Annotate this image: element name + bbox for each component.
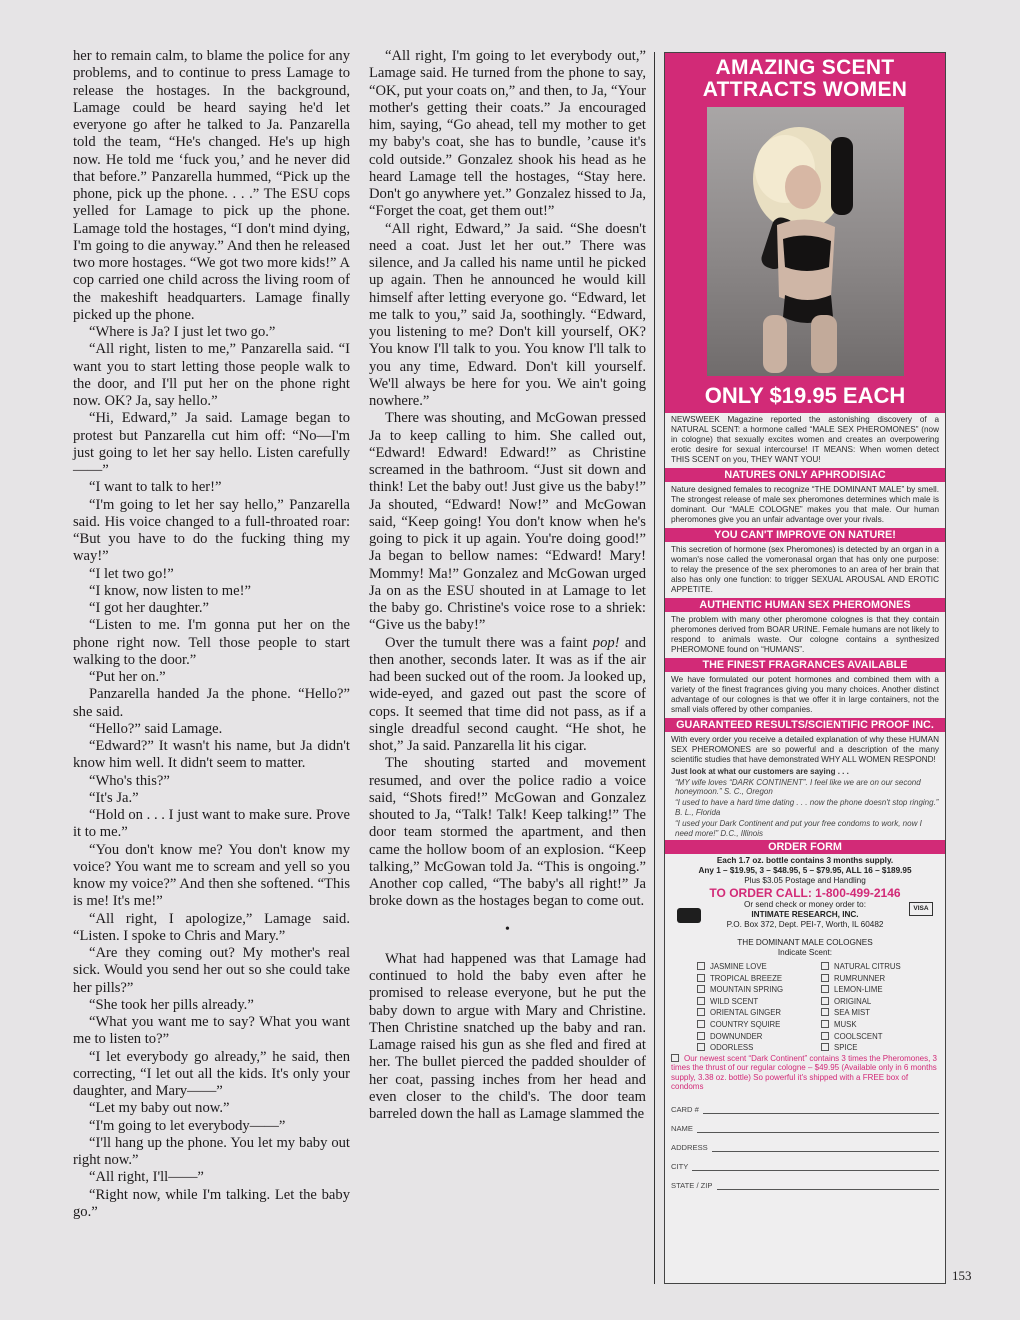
paragraph: “Let my baby out now.” <box>89 1100 230 1117</box>
ad-intro: NEWSWEEK Magazine reported the astonishing discovery of a NATURAL SCENT: a hormone called “MALE SEX PHEROMONES” (now in cologne) that sexually excites women and creates an overpowering erotic desire for sexual intercourse! IT MEANS: When women detect THIS SCENT on you, THEY WANT YOU! <box>671 415 939 464</box>
supply-text: Each 1.7 oz. bottle contains 3 months supply. <box>716 856 894 866</box>
article-column-2 <box>369 48 646 1123</box>
scent-option[interactable]: ORIGINAL <box>821 996 945 1008</box>
scent-option[interactable]: MOUNTAIN SPRING <box>697 984 821 996</box>
column-divider <box>654 52 655 1284</box>
ad-section-title: YOU CAN'T IMPROVE ON NATURE! <box>665 528 945 542</box>
order-field-label: ADDRESS <box>671 1143 708 1153</box>
mail-line: Or send check or money order to: <box>744 900 866 910</box>
order-info <box>665 855 945 959</box>
article-column-2-part-2 <box>369 951 646 1124</box>
scent-option[interactable]: SEA MIST <box>821 1007 945 1019</box>
visa-logo: VISA <box>909 902 933 916</box>
paragraph: Panzarella handed Ja the phone. “Hello?” she said. <box>73 686 350 720</box>
paragraph: “I let two go!” <box>89 565 174 582</box>
shipping-text: Plus $3.05 Postage and Handling <box>744 876 866 886</box>
paragraph: “All right, I'm going to let everybody out,” Lamage said. He turned from the phone to say, “OK, put your coats on,” and then, to Ja, “Your mother's getting their coats.” Ja encouraged him, saying, “Go ahead, tell my mother to get my baby's coat, she has to bundle, ’cause it's cold outside.” Gonzalez shook his head as he heard Lamage tell the hostages, “Stay here. Don't go anywhere yet.” Gonzalez hissed to Ja, “Forget the coat, get them out!” <box>369 48 646 220</box>
paragraph: “All right, listen to me,” Panzarella said. “I want you to start letting those people walk to the door, and I'll put her on the phone right now. OK? Ja, say hello.” <box>73 341 350 409</box>
paragraph: “Put her on.” <box>89 669 166 685</box>
paragraph: “I know, now listen to me!” <box>89 582 251 599</box>
ad-section-text: The problem with many other pheromone colognes is that they contain pheromones derived from BOAR URINE. Female humans are not likely to respond to animals waste. Our cologne contains a synthesized PHEROMONE found on “HUMANS”. <box>671 615 939 654</box>
dark-continent-checkbox[interactable] <box>671 1054 684 1063</box>
paragraph: “She took her pills already.” <box>89 996 254 1013</box>
order-field-line[interactable] <box>692 1160 939 1171</box>
scent-option[interactable]: JASMINE LOVE <box>697 961 821 973</box>
ad-section-title: THE FINEST FRAGRANCES AVAILABLE <box>665 658 945 672</box>
ad-section-title: AUTHENTIC HUMAN SEX PHEROMONES <box>665 598 945 612</box>
scent-option[interactable]: WILD SCENT <box>697 996 821 1008</box>
article-column-2-part-1 <box>369 48 646 911</box>
indicate-scent: Indicate Scent: <box>777 948 833 958</box>
paragraph <box>369 635 646 756</box>
scent-option[interactable]: COOLSCENT <box>821 1031 945 1043</box>
paragraph: “All right, I'll——” <box>89 1169 204 1186</box>
ad-section-text: This secretion of hormone (sex Pheromones) is detected by an organ in a woman's nose called the vomeronasal organ that has only one purpose: to relay the presence of the sex pheromones to an area of her brain that also has only one function: to trigger SEXUAL AROUSAL AND EROTIC APPETITE. <box>671 545 939 594</box>
customers-intro: Just look at what our customers are saying . . . <box>671 767 849 776</box>
paragraph: “What you want me to say? What you want me to listen to?” <box>73 1014 350 1048</box>
order-field-label: STATE / ZIP <box>671 1181 713 1191</box>
paragraph: “All right, Edward,” Ja said. “She doesn't need a coat. Just let her out.” There was silence, and Ja called his name until he picked up again. Then he announced he would kill himself after letting everyone go. “Edward, let me talk to you,” said Ja, soothingly. “Edward, you listening to me? Don't kill yourself, OK? You know I'll talk to you. You know I'll talk to you any time, Edward. Don't kill yourself. We'll always be here for you. We ain't going nowhere.” <box>369 220 646 409</box>
paragraph: “I got her daughter.” <box>89 600 209 616</box>
ad-section-title: GUARANTEED RESULTS/SCIENTIFIC PROOF INC. <box>665 718 945 732</box>
ad-section-text: With every order you receive a detailed explanation of why these HUMAN SEX PHEROMONES are so powerful and a description of the many scientific studies that have demonstrated WHY ALL WOMEN RESPOND! <box>671 735 939 764</box>
order-field-line[interactable] <box>697 1122 939 1133</box>
scent-option[interactable]: MUSK <box>821 1019 945 1031</box>
paragraph: “Where is Ja? I just let two go.” <box>89 324 276 340</box>
order-field-line[interactable] <box>717 1179 940 1190</box>
paragraph-emphasis: pop! <box>592 634 620 651</box>
paragraph: “Hold on . . . I just want to make sure. Prove it to me.” <box>73 807 350 841</box>
product-line: THE DOMINANT MALE COLOGNES <box>737 938 873 948</box>
mastercard-logo <box>677 908 701 923</box>
order-field[interactable] <box>665 1114 945 1133</box>
ad-sections <box>665 468 945 767</box>
paragraph: “You don't know me? You don't know my voice? You want me to scream and yell so you know my voice?” And then she softened. “This is me! It's me!” <box>73 841 350 910</box>
ad-section-text: We have formulated our potent hormones and combined them with a variety of the finest fragrances giving you many choices. Another distinct advantage of our colognes is that we offer it in large containers, not the small vials offered by other companies. <box>671 675 939 714</box>
advertisement <box>664 52 946 1284</box>
testimonial: “I used to have a hard time dating . . . now the phone doesn't stop ringing.” B. L., Florida <box>675 798 939 817</box>
company-address: P.O. Box 372, Dept. PEI-7, Worth, IL 60482 <box>726 920 884 930</box>
section-separator: • <box>505 921 510 937</box>
dark-continent-text: Our newest scent “Dark Continent” contains 3 times the Pheromones, 3 times the thrust of our regular cologne – $49.95 (Available only in 6 months supply, 3.38 oz. bottle) So powerful it's shipped with a FREE box of condoms <box>671 1053 938 1091</box>
ad-banner <box>665 53 945 413</box>
testimonials <box>665 777 945 839</box>
order-field[interactable] <box>665 1152 945 1171</box>
paragraph-text: Over the tumult there was a faint <box>385 634 593 651</box>
scent-option[interactable]: COUNTRY SQUIRE <box>697 1019 821 1031</box>
mail-order-row <box>669 900 941 938</box>
pricing-text: Any 1 – $19.95, 3 – $48.95, 5 – $79.95, ALL 16 – $189.95 <box>698 866 912 876</box>
paragraph: “I'm going to let everybody——” <box>89 1117 286 1134</box>
order-fields <box>665 1091 945 1190</box>
paragraph: “Are they coming out? My mother's real sick. Would you send her out so she could take her pills?” <box>73 945 350 996</box>
paragraph-text: and then another, seconds later. It was as if the air had been sucked out of the room. Ja looked up, wide-eyed, and gazed out past the score of cops. It seemed that time did not pass, as if a single dreadful second caught. “He shot, he shot,” Ja said. Panzarella lit his cigar. <box>369 634 646 754</box>
paragraph: “Right now, while I'm talking. Let the baby go.” <box>73 1186 350 1220</box>
paragraph: “All right, I apologize,” Lamage said. “Listen. I spoke to Chris and Mary.” <box>73 910 350 944</box>
scent-option[interactable]: TROPICAL BREEZE <box>697 973 821 985</box>
scent-option[interactable]: NATURAL CITRUS <box>821 961 945 973</box>
scent-option[interactable]: SPICE <box>821 1042 945 1054</box>
order-field[interactable] <box>665 1171 945 1190</box>
scent-checklist <box>665 959 945 1054</box>
paragraph: There was shouting, and McGowan pressed Ja to keep calling to him. She called out, “Edward! Edward! Edward!” as Christine screamed in the bathroom. “Just sit down and think! Let the baby out! Just give us the baby!” Ja shouted, “Edward! Now!” and McGowan said, “Keep going! You don't know when he's going to pick it up again. You're doing good!” Ja began to bellow names: “Edward! Mary! Mommy! Ma!” Gonzalez and McGowan urged Ja on as the ESU shouted in at Lamage to let the baby go. Christine's voice rose to a shriek: “Give us the baby!” <box>369 410 646 634</box>
order-field-label: CITY <box>671 1162 689 1172</box>
dark-continent-offer <box>665 1054 945 1092</box>
scent-option[interactable]: ODORLESS <box>697 1042 821 1054</box>
order-field[interactable] <box>665 1133 945 1152</box>
testimonial: “MY wife loves “DARK CONTINENT”. I feel like we are on our second honeymoon.” S. C., Oregon <box>675 777 921 796</box>
paragraph: “Who's this?” <box>89 772 170 789</box>
paragraph: “I let everybody go already,” he said, then correcting, “I let out all the kids. It's only your daughter, and Mary——” <box>73 1048 350 1099</box>
paragraph: “Edward?” It wasn't his name, but Ja didn't know him well. It didn't seem to matter. <box>73 738 350 772</box>
article-column-1 <box>73 48 350 1221</box>
order-field[interactable] <box>665 1095 945 1114</box>
order-field-line[interactable] <box>703 1103 939 1114</box>
paragraph: “It's Ja.” <box>89 789 139 806</box>
paragraph: “I'll hang up the phone. You let my baby out right now.” <box>73 1134 350 1168</box>
paragraph: “I'm going to let her say hello,” Panzarella said. His voice changed to a full-throated roar: “But you have to do the fucking thing my way!” <box>73 496 350 565</box>
company-name: INTIMATE RESEARCH, INC. <box>751 910 859 920</box>
page-number: 153 <box>952 1268 972 1283</box>
ad-price: ONLY $19.95 EACH <box>704 383 906 408</box>
scent-option[interactable]: DOWNUNDER <box>697 1031 821 1043</box>
order-field-label: CARD # <box>671 1105 699 1115</box>
order-field-line[interactable] <box>712 1141 939 1152</box>
order-form-title: ORDER FORM <box>665 840 945 854</box>
ad-section-title: NATURES ONLY APHRODISIAC <box>665 468 945 482</box>
paragraph: “I want to talk to her!” <box>89 479 222 496</box>
scent-option[interactable]: LEMON-LIME <box>821 984 945 996</box>
paragraph: “Hello?” said Lamage. <box>89 720 223 737</box>
scent-option[interactable]: ORIENTAL GINGER <box>697 1007 821 1019</box>
scent-option[interactable]: RUMRUNNER <box>821 973 945 985</box>
paragraph: The shouting started and movement resumed, and over the police radio a voice said, “Shots fired!” McGowan and Gonzalez shouted to Ja, “Talk! Talk! Keep talking!” The door team stormed the apartment, and then came the hollow boom of an explosion. “Keep talking,” McGowan told Ja. “This is ongoing.” Another cop called, “The baby's all right!” Ja broke down as the hostages began to come out. <box>369 755 646 910</box>
order-field-label: NAME <box>671 1124 693 1134</box>
ad-photo <box>707 107 904 376</box>
paragraph: “Hi, Edward,” Ja said. Lamage began to protest but Panzarella cut him off: “No—I'm just going to let her say hello. Listen carefully——” <box>73 410 350 478</box>
ad-headline: AMAZING SCENT ATTRACTS WOMEN <box>702 56 908 101</box>
paragraph: “Listen to me. I'm gonna put her on the phone right now. Tell those people to start walking to the door.” <box>73 617 350 668</box>
paragraph: What had happened was that Lamage had continued to hold the baby even after he promised to release everyone, but he put the baby down to argue with Mary and Christine. Then Christine snatched up the baby and ran. Lamage raised his gun as she fled and fired at her. The bullet pierced the padded shoulder of her coat, passing inches from her head and even closer to the child's. The door team barreled down the hall as Lamage slammed the <box>369 950 646 1122</box>
testimonial: “I used your Dark Continent and put your free condoms to work, now I need more!” D.C., Illinois <box>675 819 922 838</box>
ad-section-text: Nature designed females to recognize “THE DOMINANT MALE” by smell. The strongest release of male sex pheromones determines which male is dominant. Our “MALE COLOGNE” makes you that male. Our human pheromones give you an unfair advantage over your rivals. <box>671 485 939 524</box>
paragraph: her to remain calm, to blame the police for any problems, and to continue to press Lamage to release the hostages. In the background, Lamage could be heard saying he'd let everyone go after he talked to Ja. Panzarella told the team, “He's changed. He's up high now. He told me ‘fuck you,’ and he never did that before.” Panzarella hummed, “Pick up the phone, pick up the phone. . . .” The ESU cops yelled for Lamage to pick up the phone. Lamage told the hostages, “I don't mind dying, I'm going to die anyway.” And then he released two more hostages. “We got two more kids!” A cop carried one child across the living room of the makeshift headquarters. Lamage finally picked up the phone. <box>73 48 350 323</box>
order-phone: TO ORDER CALL: 1-800-499-2146 <box>709 886 901 901</box>
